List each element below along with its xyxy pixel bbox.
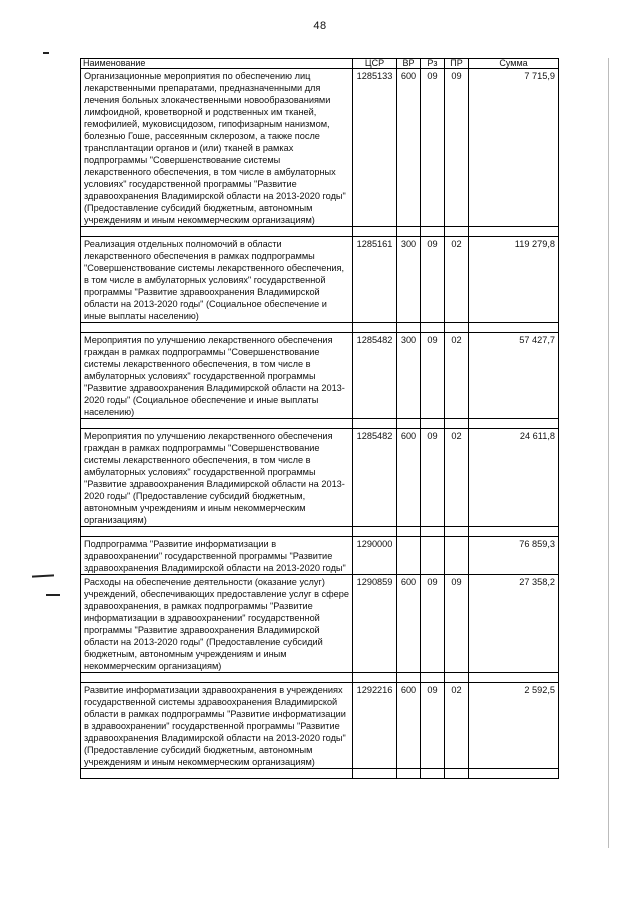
row-pr: 02 — [445, 683, 469, 769]
row-spacer — [81, 527, 559, 537]
row-vr: 600 — [397, 429, 421, 527]
row-csr: 1285161 — [353, 237, 397, 323]
row-sum: 7 715,9 — [469, 69, 559, 227]
row-name: Организационные мероприятия по обеспечению лиц лекарственными препаратами, предназначенными для лечения больных злокачественными новообразованиями лимфоидной, кроветворной и родственных им тканей, гемофилией, муковисцидозом, гипофизарным нанизмом, болезнью Гоше, рассеянным склерозом, а также после трансплантации органов и (или) тканей в рамках подпрограммы "Совершенствование системы лекарственного обеспечения, в том числе в амбулаторных условиях" государственной программы "Развитие здравоохранения Владимирской области на 2013-2020 годы" (Предоставление субсидий бюджетным, автономным учреждениям и иным некоммерческим организациям) — [81, 69, 353, 227]
scan-artifact — [43, 52, 49, 54]
budget-table — [80, 58, 559, 779]
row-rz: 09 — [421, 575, 445, 673]
row-spacer — [81, 673, 559, 683]
header-pr: ПР — [445, 59, 469, 69]
row-spacer — [81, 227, 559, 237]
row-csr: 1290000 — [353, 537, 397, 575]
row-spacer — [81, 419, 559, 429]
table-row — [81, 683, 559, 769]
row-rz: 09 — [421, 237, 445, 323]
row-rz: 09 — [421, 69, 445, 227]
row-vr: 600 — [397, 575, 421, 673]
row-pr — [445, 537, 469, 575]
row-csr: 1285133 — [353, 69, 397, 227]
header-sum: Сумма — [469, 59, 559, 69]
row-rz: 09 — [421, 333, 445, 419]
row-pr: 09 — [445, 575, 469, 673]
row-vr — [397, 537, 421, 575]
row-spacer — [81, 323, 559, 333]
header-csr: ЦСР — [353, 59, 397, 69]
table-header-row — [81, 59, 559, 69]
row-rz: 09 — [421, 683, 445, 769]
table-row — [81, 69, 559, 227]
row-spacer — [81, 769, 559, 779]
row-name: Реализация отдельных полномочий в области лекарственного обеспечения в рамках подпрограммы "Совершенствование системы лекарственного обеспечения, в том числе в амбулаторных условиях" государственной программы "Развитие здравоохранения Владимирской области на 2013-2020 годы" (Социальное обеспечение и иные выплаты населению) — [81, 237, 353, 323]
row-sum: 119 279,8 — [469, 237, 559, 323]
table-row — [81, 333, 559, 419]
row-pr: 02 — [445, 237, 469, 323]
row-name: Расходы на обеспечение деятельности (оказание услуг) учреждений, обеспечивающих предоставление услуг в сфере здравоохранения, в рамках подпрограммы "Развитие информатизации в здравоохранении" государственной программы "Развитие здравоохранения Владимирской области на 2013-2020 годы" (Предоставление субсидий бюджетным, автономным учреждениям и иным некоммерческим организациям) — [81, 575, 353, 673]
row-name: Развитие информатизации здравоохранения в учреждениях государственной системы здравоохранения Владимирской области в рамках подпрограммы "Развитие информатизации в здравоохранении" государственной программы "Развитие здравоохранения Владимирской области на 2013-2020 годы" (Предоставление субсидий бюджетным, автономным учреждениям и иным некоммерческим организациям) — [81, 683, 353, 769]
table-row — [81, 575, 559, 673]
header-rz: Рз — [421, 59, 445, 69]
page-number: 48 — [313, 20, 327, 32]
row-name: Подпрограмма "Развитие информатизации в здравоохранении" государственной программы "Развитие здравоохранения Владимирской области на 2013-2020 годы" — [81, 537, 353, 575]
row-sum: 2 592,5 — [469, 683, 559, 769]
row-vr: 600 — [397, 69, 421, 227]
row-csr: 1285482 — [353, 333, 397, 419]
header-vr: ВР — [397, 59, 421, 69]
row-sum: 27 358,2 — [469, 575, 559, 673]
row-pr: 02 — [445, 333, 469, 419]
row-sum: 76 859,3 — [469, 537, 559, 575]
row-pr: 02 — [445, 429, 469, 527]
row-rz — [421, 537, 445, 575]
table-row — [81, 537, 559, 575]
header-name: Наименование — [81, 59, 353, 69]
row-pr: 09 — [445, 69, 469, 227]
scan-artifact — [608, 58, 609, 848]
row-sum: 57 427,7 — [469, 333, 559, 419]
row-rz: 09 — [421, 429, 445, 527]
table-row — [81, 429, 559, 527]
row-sum: 24 611,8 — [469, 429, 559, 527]
row-name: Мероприятия по улучшению лекарственного обеспечения граждан в рамках подпрограммы "Совершенствование системы лекарственного обеспечения, в том числе в амбулаторных условиях" государственной программы "Развитие здравоохранения Владимирской области на 2013-2020 годы" (Социальное обеспечение и иные выплаты населению) — [81, 333, 353, 419]
row-csr: 1292216 — [353, 683, 397, 769]
row-csr: 1290859 — [353, 575, 397, 673]
row-vr: 600 — [397, 683, 421, 769]
scan-artifact — [46, 594, 60, 596]
scan-artifact — [32, 574, 54, 577]
table-row — [81, 237, 559, 323]
row-name: Мероприятия по улучшению лекарственного обеспечения граждан в рамках подпрограммы "Совершенствование системы лекарственного обеспечения, в том числе в амбулаторных условиях" государственной программы "Развитие здравоохранения Владимирской области на 2013-2020 годы" (Предоставление субсидий бюджетным, автономным учреждениям и иным некоммерческим организациям) — [81, 429, 353, 527]
row-csr: 1285482 — [353, 429, 397, 527]
row-vr: 300 — [397, 237, 421, 323]
row-vr: 300 — [397, 333, 421, 419]
